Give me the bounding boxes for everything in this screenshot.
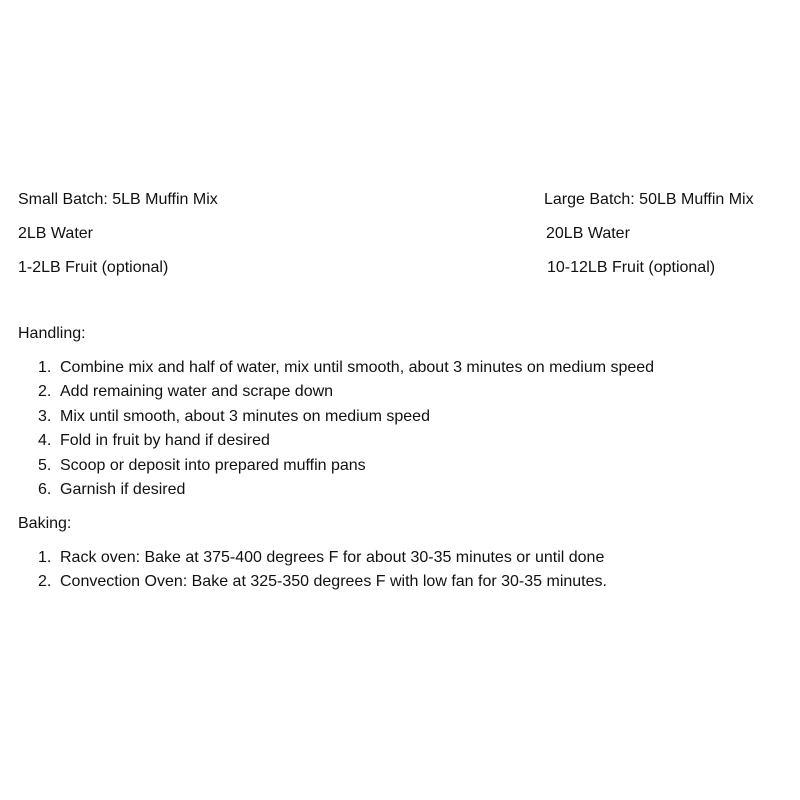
step-number: 1. — [38, 359, 52, 376]
step-number: 2. — [38, 573, 52, 591]
large-batch-fruit: 10-12LB Fruit (optional) — [547, 259, 716, 276]
large-batch-title: Large Batch: 50LB Muffin Mix — [544, 191, 754, 208]
step-text: Garnish if desired — [60, 480, 186, 498]
step-text: Convection Oven: Bake at 325-350 degrees F with low fan for 30-35 minutes. — [60, 573, 607, 591]
small-batch-fruit: 1-2LB Fruit (optional) — [18, 259, 169, 276]
step-number: 3. — [38, 407, 52, 425]
small-batch-title: Small Batch: 5LB Muffin Mix — [18, 191, 218, 208]
large-batch-water: 20LB Water — [546, 225, 630, 242]
small-batch-water: 2LB Water — [18, 225, 93, 242]
step-number: 1. — [38, 549, 52, 566]
step-text: Mix until smooth, about 3 minutes on medium speed — [60, 407, 430, 425]
step-number: 6. — [38, 480, 52, 498]
step-number: 5. — [38, 456, 52, 474]
handling-heading: Handling: — [18, 325, 86, 342]
step-text: Combine mix and half of water, mix until smooth, about 3 minutes on medium speed — [60, 359, 655, 376]
step-text: Add remaining water and scrape down — [60, 383, 334, 401]
step-text: Fold in fruit by hand if desired — [60, 432, 270, 450]
step-text: Rack oven: Bake at 375-400 degrees F for about 30-35 minutes or until done — [60, 549, 605, 566]
step-number: 4. — [38, 432, 52, 450]
step-text: Scoop or deposit into prepared muffin pans — [60, 456, 366, 474]
baking-heading: Baking: — [18, 515, 72, 532]
step-number: 2. — [38, 383, 52, 401]
